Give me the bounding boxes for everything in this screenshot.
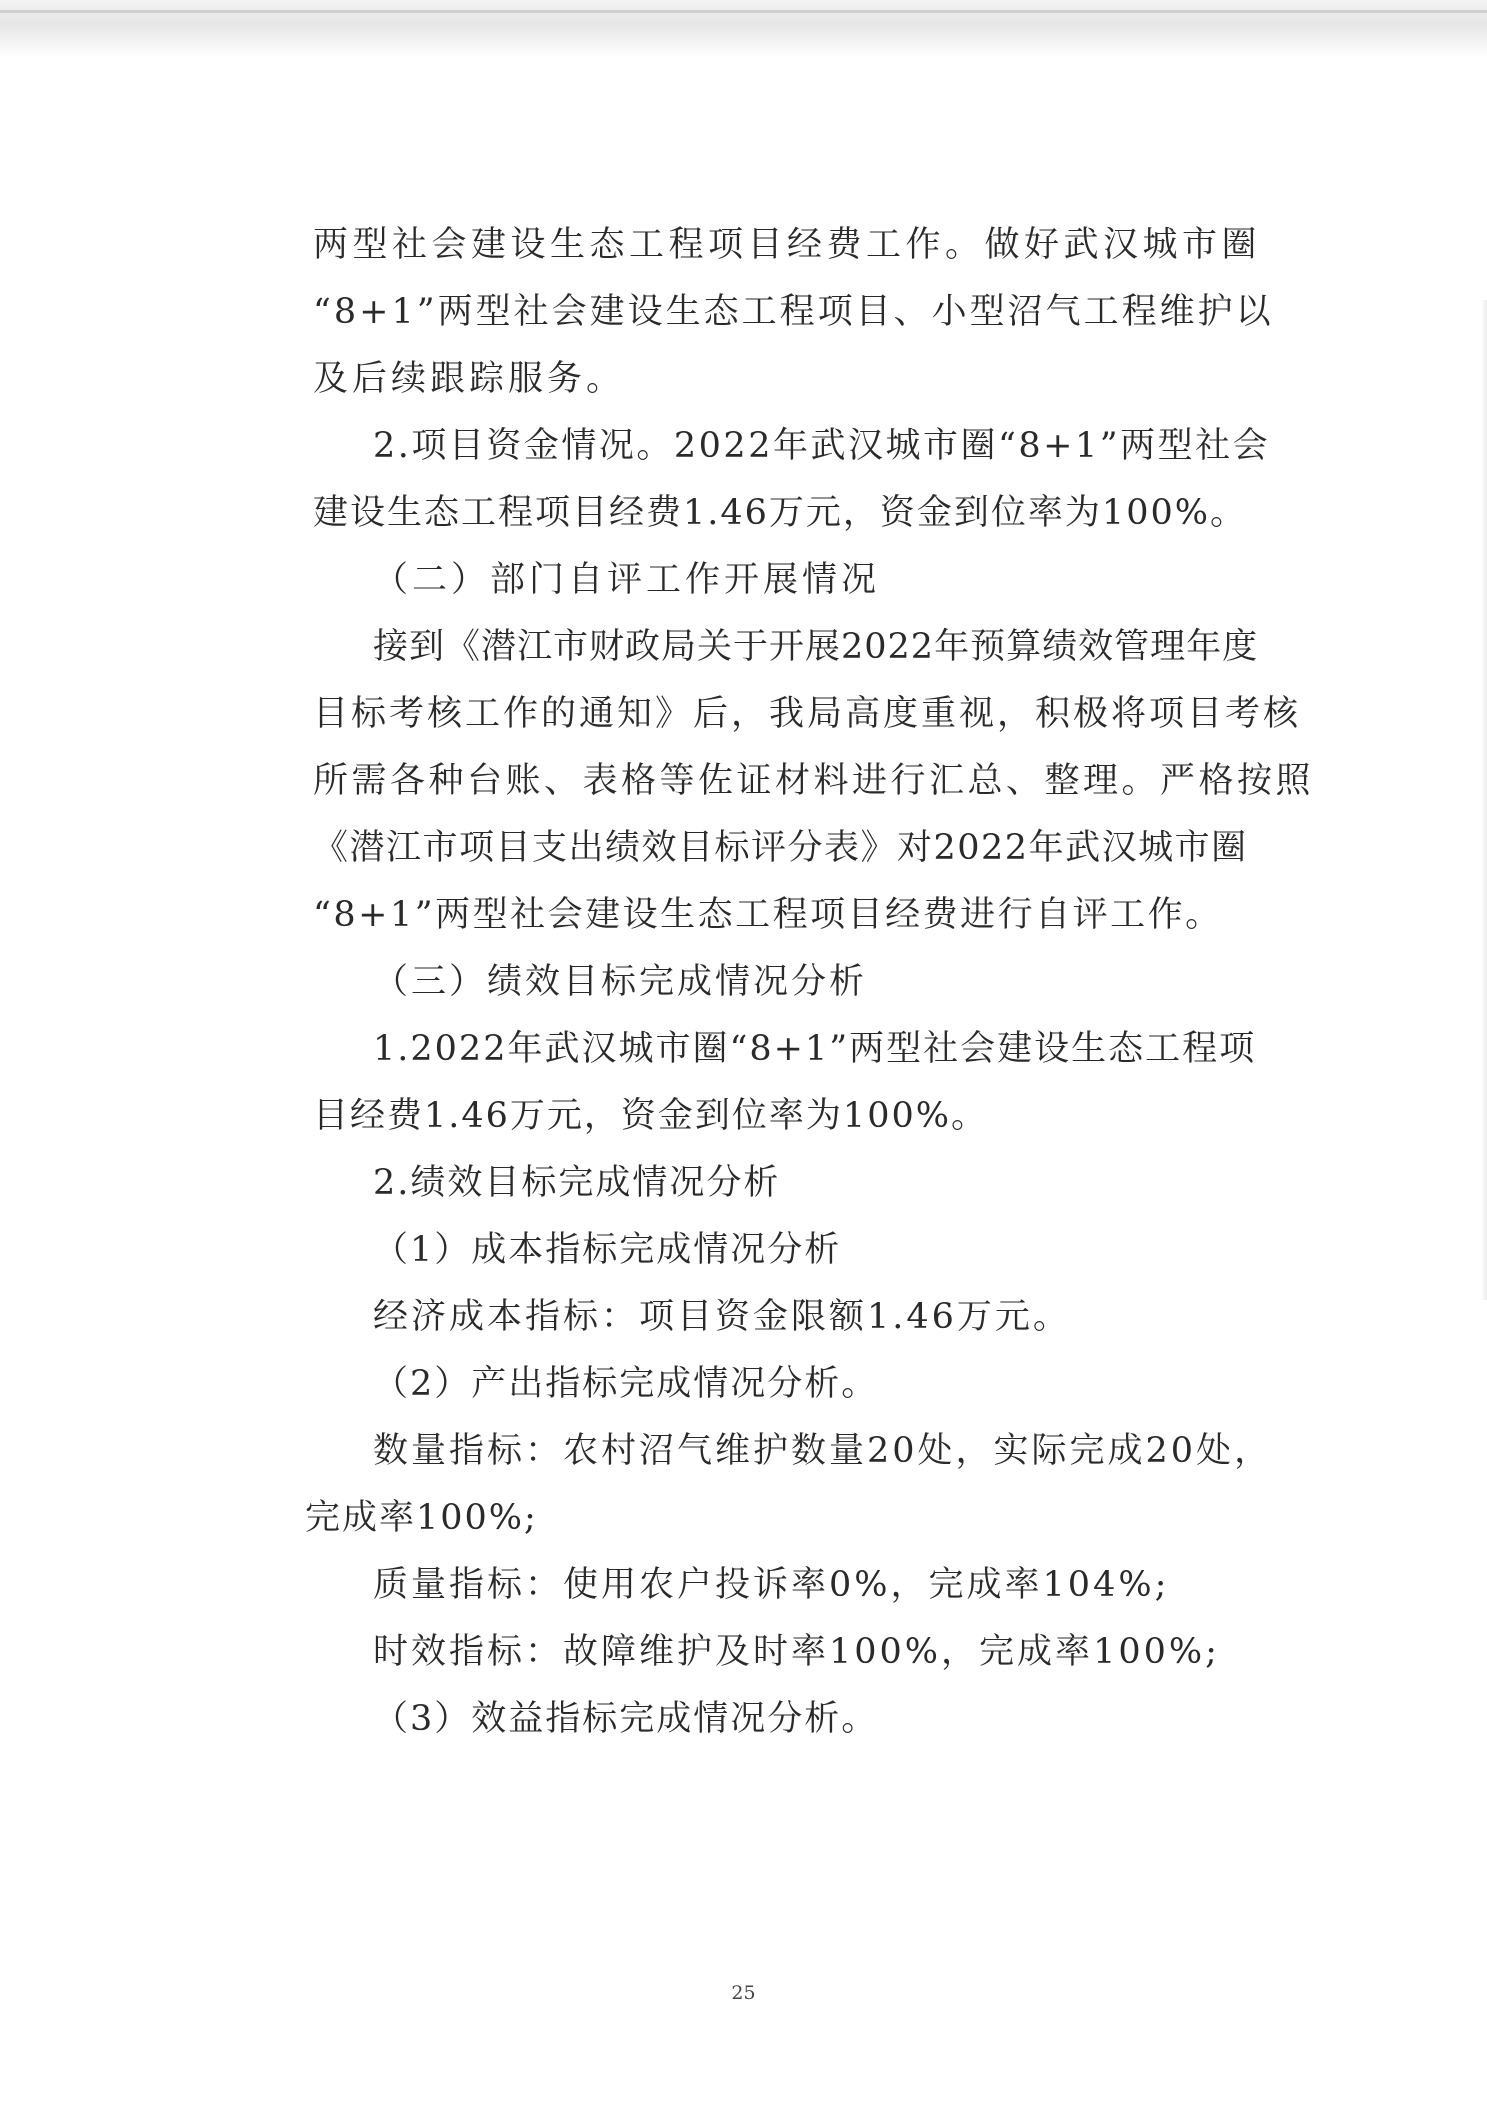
body-line: 目标考核工作的通知》后，我局高度重视，积极将项目考核 — [313, 694, 1302, 734]
body-line: 《潜江市项目支出绩效目标评分表》对2022年武汉城市圈 — [313, 828, 1248, 868]
section-heading: （二）部门自评工作开展情况 — [373, 560, 881, 600]
subsection-heading: （1）成本指标完成情况分析 — [373, 1230, 842, 1270]
scan-top-edge — [0, 0, 1487, 58]
body-line: 接到《潜江市财政局关于开展2022年预算绩效管理年度 — [373, 627, 1259, 667]
scan-top-line — [0, 10, 1487, 13]
body-line: 完成率100%; — [305, 1498, 538, 1538]
body-line: 经济成本指标：项目资金限额1.46万元。 — [373, 1297, 1071, 1337]
body-line: 建设生态工程项目经费1.46万元，资金到位率为100%。 — [313, 493, 1247, 533]
body-line: 2.项目资金情况。2022年武汉城市圈“8+1”两型社会 — [373, 426, 1271, 466]
body-line: 质量指标：使用农户投诉率0%，完成率104%; — [373, 1565, 1170, 1605]
subsection-heading: （2）产出指标完成情况分析。 — [373, 1364, 879, 1404]
body-line: 1.2022年武汉城市圈“8+1”两型社会建设生态工程项 — [373, 1029, 1257, 1069]
body-line: 及后续跟踪服务。 — [313, 359, 626, 399]
subsection-heading: 2.绩效目标完成情况分析 — [373, 1163, 781, 1203]
body-line: “8+1”两型社会建设生态工程项目、小型沼气工程维护以 — [313, 292, 1274, 332]
body-line: 数量指标：农村沼气维护数量20处，实际完成20处， — [373, 1431, 1273, 1471]
section-heading: （三）绩效目标完成情况分析 — [373, 962, 868, 1002]
page-number: 25 — [731, 1982, 756, 2004]
body-line: 时效指标：故障维护及时率100%，完成率100%; — [373, 1632, 1220, 1672]
body-line: 两型社会建设生态工程项目经费工作。做好武汉城市圈 — [313, 225, 1262, 265]
scan-right-shade — [1481, 300, 1487, 1300]
body-line: “8+1”两型社会建设生态工程项目经费进行自评工作。 — [313, 895, 1223, 935]
body-line: 目经费1.46万元，资金到位率为100%。 — [313, 1096, 988, 1136]
body-line: 所需各种台账、表格等佐证材料进行汇总、整理。严格按照 — [313, 761, 1315, 801]
subsection-heading: （3）效益指标完成情况分析。 — [373, 1699, 879, 1739]
